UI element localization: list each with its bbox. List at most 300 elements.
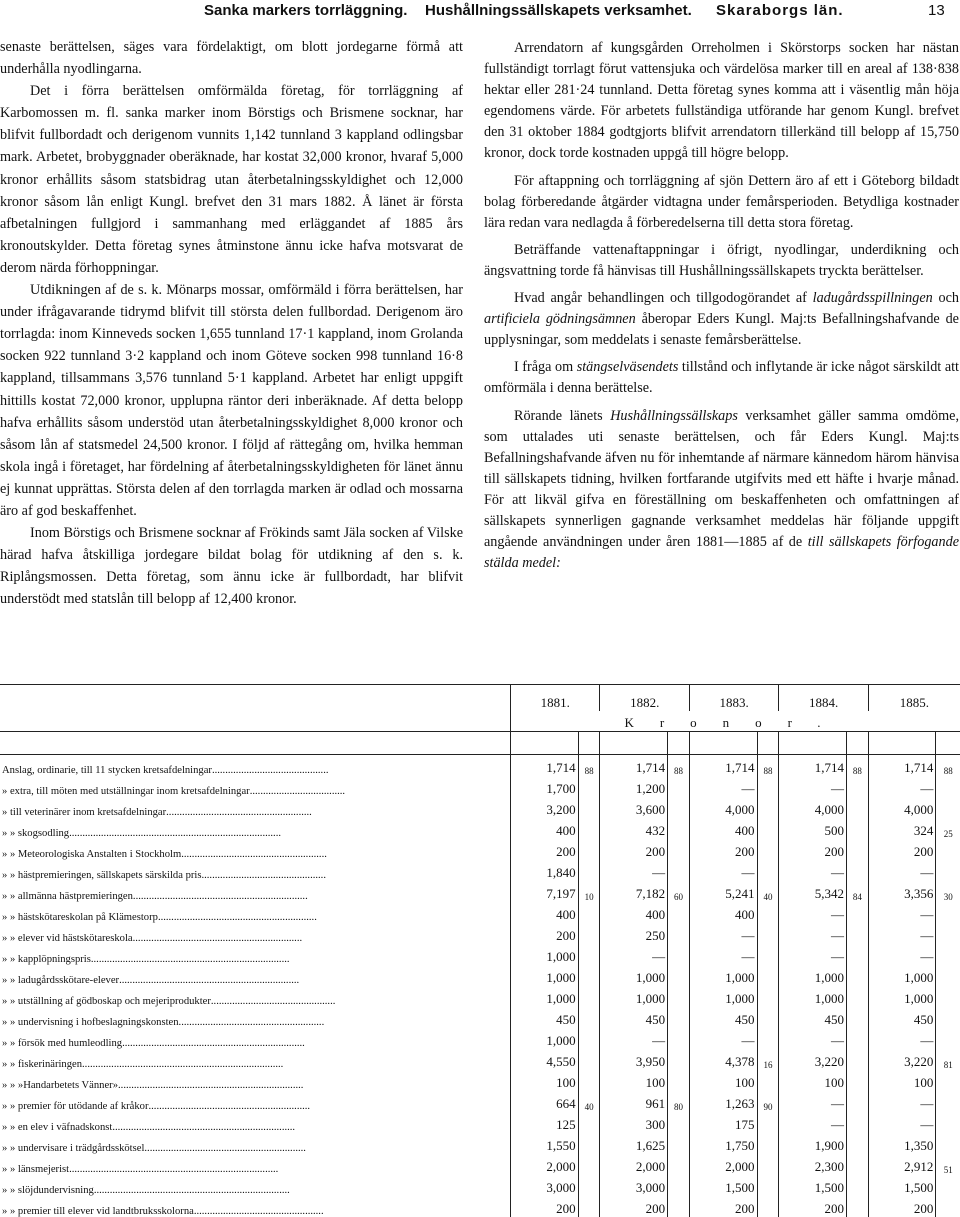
amount-kronor: — [868,776,936,797]
row-label [0,1154,511,1175]
amount-kronor: 7,182 [600,881,668,902]
amount-kronor: 1,714 [689,755,757,777]
amount-ore [757,1154,779,1175]
amount-ore: 51 [936,1154,960,1175]
amount-ore [668,1133,690,1154]
header-center-title: Hushållningssällskapets verksamhet. [425,2,692,19]
amount-ore [578,797,600,818]
row-label [0,755,511,777]
amount-ore [757,944,779,965]
amount-kronor: 1,500 [689,1175,757,1196]
amount-ore [757,1196,779,1217]
body-paragraph [484,38,959,165]
table-body [0,755,960,1217]
row-label [0,860,511,881]
leader-dots: .................................................................. [133,891,308,902]
row-label [0,1133,511,1154]
page-number: 13 [928,2,945,19]
amount-ore [668,1154,690,1175]
table-row [0,944,960,965]
leader-dots: ................................................................ [133,933,303,944]
left-text-column [0,36,463,610]
amount-kronor: 2,000 [600,1154,668,1175]
amount-ore [846,902,868,923]
leader-dots: ............................................................................... [69,1164,278,1175]
amount-ore [668,860,690,881]
amount-kronor: — [868,860,936,881]
amount-ore [846,1049,868,1070]
amount-ore [757,776,779,797]
amount-ore [668,965,690,986]
text-run: verksamhet gäller samma omdöme, som uttalades uti senaste berättelsen, och får Eders Kungl. Maj:ts Befallningshafvande äfven nu för inhemtande af närmare kännedom härom hänvisa till sällskapets tidning, hvilken fortfarande utgifvits med ett häfte i hvarje månad. För att likväl gifva en föreställning om beskaffenheten och omfattningen af sällskapets synnerligen gagnande verksamhet meddelas här följande uppgift angående användningen under åren 1881—1885 af de [484,408,959,551]
amount-kronor: 1,500 [779,1175,847,1196]
amount-ore [668,776,690,797]
amount-kronor: 4,000 [868,797,936,818]
amount-kronor: 400 [600,902,668,923]
amount-ore [846,923,868,944]
amount-ore [668,986,690,1007]
amount-ore [578,1028,600,1049]
amount-kronor: 200 [689,839,757,860]
table-row [0,1112,960,1133]
year-header: 1883. [689,685,778,712]
amount-kronor: — [689,923,757,944]
amount-ore: 25 [936,818,960,839]
italic-term: till sällskapets förfogande stälda medel: [484,534,959,571]
amount-kronor: 1,000 [511,986,579,1007]
right-text-column [484,38,959,574]
amount-ore [578,776,600,797]
amount-ore [578,1196,600,1217]
amount-ore [936,902,960,923]
amount-ore [578,986,600,1007]
amount-ore: 40 [757,881,779,902]
body-paragraph [484,288,959,351]
amount-ore [578,1049,600,1070]
amount-ore [668,1007,690,1028]
table-row [0,860,960,881]
table-unit-header-row [0,711,960,732]
amount-kronor: 100 [600,1070,668,1091]
amount-ore [668,944,690,965]
leader-dots: ....................................................... [181,849,327,860]
amount-ore [936,839,960,860]
amount-kronor: — [779,776,847,797]
amount-kronor: — [600,860,668,881]
leader-dots: ................................................................................ [69,828,281,839]
amount-ore [846,1091,868,1112]
row-label-text: » » undervisning i hofbeslagningskonsten [2,1017,179,1028]
amount-kronor: 100 [779,1070,847,1091]
amount-kronor: 1,000 [689,965,757,986]
amount-ore [846,818,868,839]
amount-kronor: 200 [600,839,668,860]
leader-dots: ........................................................................... [91,954,290,965]
amount-kronor: 4,378 [689,1049,757,1070]
amount-kronor: — [779,1028,847,1049]
row-label-text: Anslag, ordinarie, till 11 stycken kretsafdelningar [2,765,212,776]
row-label [0,1049,511,1070]
amount-ore [668,797,690,818]
amount-kronor: 3,220 [868,1049,936,1070]
amount-ore [936,986,960,1007]
row-label-text: » extra, till möten med utställningar inom kretsafdelningar [2,786,250,797]
amount-kronor: — [779,944,847,965]
row-label-text: » till veterinärer inom kretsafdelningar [2,807,166,818]
amount-ore [936,860,960,881]
amount-ore [578,944,600,965]
amount-kronor: — [779,1112,847,1133]
amount-ore [936,776,960,797]
text-run: Beträffande vattenaftappningar i öfrigt, nyodlingar, underdikning och ängsvattning torde få hänvisas till Hushållningssällskapets tryckta berättelser. [484,242,959,279]
row-label-text: » » allmänna hästpremieringen [2,891,133,902]
amount-ore [757,902,779,923]
amount-ore [578,965,600,986]
row-label-text: » » kapplöpningspris [2,954,91,965]
amount-kronor: 100 [511,1070,579,1091]
amount-ore: 88 [846,755,868,777]
amount-ore [757,1070,779,1091]
amount-kronor: — [689,776,757,797]
table-row [0,902,960,923]
amount-kronor: 664 [511,1091,579,1112]
amount-kronor: 200 [511,1196,579,1217]
amount-kronor: 1,000 [511,944,579,965]
amount-kronor: 2,300 [779,1154,847,1175]
table-row [0,839,960,860]
amount-ore [846,1154,868,1175]
table-unit-label: Kronor. [511,711,960,732]
table-row [0,1049,960,1070]
amount-ore [846,1196,868,1217]
amount-kronor: 1,000 [600,986,668,1007]
leader-dots: ............................................................ [158,912,317,923]
text-run: För aftappning och torrläggning af sjön Dettern äro af ett i Göteborg bildadt bolag förberedande åtgärder vidtagna under femårsperioden. Betydliga kostnader lära redan vara nedlagda å förberedelserna till detta stora företag. [484,173,959,231]
table-row [0,986,960,1007]
amount-ore [846,1133,868,1154]
amount-ore [757,818,779,839]
amount-kronor: 4,000 [779,797,847,818]
row-label [0,923,511,944]
text-run: Arrendatorn af kungsgården Orreholmen i Skörstorps socken har nästan fullständigt torrlagt förut vattensjuka och värdelösa marker till en areal af 138·838 hektar eller 281·24 tunnland. Detta företag synes komma att i väsentlig mån höja egendomens värde. För arbetets fullständiga utförande har genom Kungl. brefvet den 31 oktober 1884 godtgjorts blifvit arrendatorn tillerkänd till belopp af 15,750 kronor, dock torde kostnaden uppgå till högre belopp. [484,40,959,161]
amount-kronor: 961 [600,1091,668,1112]
table-row [0,1028,960,1049]
amount-kronor: 1,714 [600,755,668,777]
amount-ore [668,1196,690,1217]
amount-ore: 90 [757,1091,779,1112]
amount-kronor: — [689,944,757,965]
amount-kronor: 5,342 [779,881,847,902]
amount-kronor: 200 [511,923,579,944]
amount-ore [936,1133,960,1154]
amount-kronor: 1,625 [600,1133,668,1154]
amount-kronor: — [868,923,936,944]
amount-kronor: 1,750 [689,1133,757,1154]
amount-kronor: 400 [689,818,757,839]
row-label [0,1091,511,1112]
amount-ore [757,1112,779,1133]
amount-ore [846,797,868,818]
body-paragraph: senaste berättelsen, säges vara fördelaktigt, om blott jordegarne förmå att underhålla nyodlingarna. [0,36,463,80]
amount-kronor: 500 [779,818,847,839]
amount-ore [668,1049,690,1070]
amount-ore: 84 [846,881,868,902]
row-label-text: » » en elev i väfnadskonst [2,1122,112,1133]
amount-kronor: 200 [868,839,936,860]
amount-ore [846,1070,868,1091]
amount-ore [936,797,960,818]
amount-kronor: 200 [689,1196,757,1217]
running-header [0,0,960,24]
amount-kronor: — [689,860,757,881]
table-row [0,776,960,797]
row-label-text: » » premier för utödande af kråkor [2,1101,149,1112]
amount-kronor: 3,600 [600,797,668,818]
amount-ore [757,1028,779,1049]
body-paragraph [484,171,959,234]
amount-ore [936,944,960,965]
amount-kronor: 2,912 [868,1154,936,1175]
table-row [0,1154,960,1175]
leader-dots: ............................................... [211,996,335,1007]
amount-kronor: 3,200 [511,797,579,818]
leader-dots: ............................................................. [144,1143,306,1154]
amount-kronor: 300 [600,1112,668,1133]
table-row [0,797,960,818]
amount-kronor: 1,714 [868,755,936,777]
amount-kronor: — [868,1091,936,1112]
table-row [0,1007,960,1028]
year-header: 1881. [511,685,600,712]
italic-term: Hushållningssällskaps [610,408,738,424]
amount-ore [846,1007,868,1028]
table-row [0,1070,960,1091]
table-label-header [0,685,511,712]
row-label [0,1070,511,1091]
amount-ore [757,1007,779,1028]
amount-kronor: 100 [689,1070,757,1091]
amount-ore [668,818,690,839]
table-year-header-row [0,685,960,712]
amount-kronor: 450 [868,1007,936,1028]
amount-ore [578,1007,600,1028]
table-row [0,881,960,902]
amount-kronor: 250 [600,923,668,944]
amount-kronor: 4,000 [689,797,757,818]
amount-ore [936,1112,960,1133]
row-label-text: » » utställning af gödboskap och mejeriprodukter [2,996,211,1007]
row-label [0,818,511,839]
leader-dots: ............................................ [212,765,329,776]
row-label [0,1196,511,1217]
row-label [0,1007,511,1028]
amount-kronor: 1,714 [511,755,579,777]
amount-kronor: 200 [779,1196,847,1217]
table-row [0,923,960,944]
amount-kronor: — [868,902,936,923]
amount-kronor: 400 [689,902,757,923]
amount-ore [846,965,868,986]
row-label-text: » » fiskerinäringen [2,1059,82,1070]
row-label-text: » » Meteorologiska Anstalten i Stockholm [2,849,181,860]
amount-ore: 80 [668,1091,690,1112]
amount-ore [846,986,868,1007]
leader-dots: .......................................................................... [94,1185,290,1196]
amount-kronor: 400 [511,818,579,839]
leader-dots: ............................................................................ [82,1059,283,1070]
amount-ore [757,986,779,1007]
amount-kronor: 3,000 [600,1175,668,1196]
leader-dots: ...................................................................... [118,1080,303,1091]
amount-kronor: — [689,1028,757,1049]
amount-ore [668,1070,690,1091]
row-label-text: » » elever vid hästskötareskola [2,933,133,944]
amount-ore [668,839,690,860]
amount-ore [578,818,600,839]
amount-ore [578,1112,600,1133]
amount-ore: 60 [668,881,690,902]
amount-kronor: 1,200 [600,776,668,797]
year-header: 1884. [779,685,868,712]
amount-ore [757,923,779,944]
amount-kronor: 3,356 [868,881,936,902]
amount-ore [668,1112,690,1133]
amount-ore [578,1070,600,1091]
amount-ore [936,1196,960,1217]
leader-dots: ..................................................................... [112,1122,295,1133]
amount-kronor: 1,550 [511,1133,579,1154]
row-label-text: » » ladugårdsskötare-elever [2,975,119,986]
text-run: tillstånd och inflytande är icke något särskildt att omförmäla i denna berättelse. [484,359,959,396]
row-label-text: » » »Handarbetets Vänner» [2,1080,118,1091]
text-run: Hvad angår behandlingen och tillgodogörandet af [514,290,813,306]
amount-kronor: 1,840 [511,860,579,881]
row-label [0,944,511,965]
amount-kronor: 200 [600,1196,668,1217]
amount-ore [578,860,600,881]
header-right-title: Skaraborgs län. [716,2,844,19]
amount-kronor: 1,714 [779,755,847,777]
leader-dots: ................................................. [194,1206,324,1217]
amount-ore: 16 [757,1049,779,1070]
year-header: 1882. [600,685,689,712]
amount-kronor: 2,000 [511,1154,579,1175]
amount-ore [846,860,868,881]
amount-kronor: 1,000 [779,965,847,986]
amount-kronor: 125 [511,1112,579,1133]
row-label-text: » » hästpremieringen, sällskapets särskilda pris [2,870,201,881]
amount-ore [757,839,779,860]
amount-ore: 30 [936,881,960,902]
table-row [0,755,960,777]
row-label [0,776,511,797]
amount-kronor: — [600,944,668,965]
row-label-text: » » slöjdundervisning [2,1185,94,1196]
table-row [0,1091,960,1112]
amount-ore [936,1007,960,1028]
amount-kronor: 1,000 [511,1028,579,1049]
leader-dots: ....................................................... [166,807,312,818]
amount-ore: 88 [578,755,600,777]
text-run: och [933,290,959,306]
amount-ore [578,839,600,860]
year-header: 1885. [868,685,960,712]
amount-kronor: 450 [779,1007,847,1028]
amount-kronor: 3,220 [779,1049,847,1070]
amount-kronor: 100 [868,1070,936,1091]
row-label-text: » » länsmejerist [2,1164,69,1175]
amount-kronor: 3,950 [600,1049,668,1070]
amount-ore [578,1154,600,1175]
amount-kronor: 200 [868,1196,936,1217]
amount-kronor: 450 [600,1007,668,1028]
table-row [0,1196,960,1217]
amount-kronor: 7,197 [511,881,579,902]
amount-kronor: 1,000 [511,965,579,986]
table-row [0,965,960,986]
amount-ore [846,1112,868,1133]
text-run: Rörande länets [514,408,610,424]
amount-kronor: — [868,1112,936,1133]
amount-ore [936,923,960,944]
amount-kronor: 3,000 [511,1175,579,1196]
row-label-text: » » skogsodling [2,828,69,839]
row-label-text: » » försök med humleodling [2,1038,122,1049]
amount-ore [578,902,600,923]
leader-dots: ............................................................. [149,1101,311,1112]
amount-kronor: — [868,944,936,965]
expenditure-table [0,684,960,1217]
amount-ore [757,965,779,986]
amount-kronor: 5,241 [689,881,757,902]
amount-ore [668,902,690,923]
body-paragraph [484,406,959,575]
amount-kronor: 175 [689,1112,757,1133]
amount-ore: 81 [936,1049,960,1070]
amount-ore [757,797,779,818]
body-paragraph [484,240,959,282]
table-row [0,818,960,839]
amount-kronor: 200 [779,839,847,860]
amount-ore: 40 [578,1091,600,1112]
amount-ore: 88 [668,755,690,777]
amount-ore [668,1028,690,1049]
row-label-text: » » premier till elever vid landtbruksskolorna [2,1206,194,1217]
amount-ore [578,1133,600,1154]
amount-ore [757,860,779,881]
body-paragraph [484,357,959,399]
amount-ore [668,923,690,944]
body-paragraph: Inom Börstigs och Brismene socknar af Frökinds samt Jäla socken af Vilske härad hafva åtskilliga jordegare bildat bolag för utdikning af den s. k. Riplångsmossen. Detta företag, som ännu icke är fullbordadt, har blifvit understödt med statslån till belopp af 12,400 kronor. [0,522,463,610]
row-label [0,1112,511,1133]
leader-dots: ..................................................................... [122,1038,305,1049]
amount-ore: 10 [578,881,600,902]
body-paragraph: Utdikningen af de s. k. Mönarps mossar, omförmäld i förra berättelsen, har under ifrågavarande tidrymd blifvit till största delen fullbordad. Derigenom äro torrlagda: inom Kinneveds socken 1,655 tunnland 17·1 kappland, inom Grolanda socken 922 tunnland 3·2 kappland och inom Göteve socken 998 tunnland 16·8 kappland, tillsammans 3,576 tunnland 5·1 kappland. Arbetet har enligt uppgift hittills kostat 72,000 kronor, upplupna räntor deri inberäknade. Af detta belopp hafva erhållits såsom understöd utan återbetalningsskyldighet 8,000 kronor och såsom lån af statsmedel 24,500 kronor. I följd af rättegång om, hvilka hemman skola ingå i företaget, har fördelning af återbetalningsskyldigheten för länet ännu ej kunnat upprättas. Största delen af den torrlagda marken är odlad och mossarna äro af god beskaffenhet. [0,279,463,522]
amount-kronor: 1,000 [868,965,936,986]
leader-dots: ............................................... [201,870,325,881]
amount-kronor: 400 [511,902,579,923]
amount-kronor: 2,000 [689,1154,757,1175]
amount-ore [936,1028,960,1049]
amount-kronor: 1,700 [511,776,579,797]
amount-kronor: — [779,1091,847,1112]
amount-ore: 88 [757,755,779,777]
amount-kronor: 200 [511,839,579,860]
amount-kronor: 4,550 [511,1049,579,1070]
amount-kronor: — [779,860,847,881]
text-run: I fråga om [514,359,577,375]
amount-kronor: — [779,902,847,923]
